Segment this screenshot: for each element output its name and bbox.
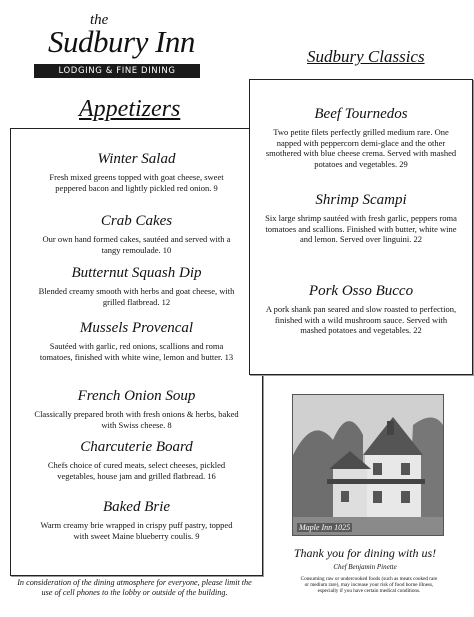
menu-item-title: Crab Cakes bbox=[100, 213, 173, 229]
menu-item-description: Six large shrimp sautéed with fresh garlic, peppers roma tomatoes and scallions. Finished with butter, white wine and lemon. Served over linguini. 22 bbox=[265, 213, 457, 244]
menu-item bbox=[11, 388, 262, 430]
menu-item-title: Charcuterie Board bbox=[80, 439, 193, 455]
appetizers-panel bbox=[10, 128, 263, 576]
menu-item bbox=[250, 283, 472, 336]
logo-tagline: LODGING & FINE DINING bbox=[34, 64, 200, 78]
menu-item-title: Winter Salad bbox=[97, 151, 176, 167]
menu-item-description: Fresh mixed greens topped with goat cheese, sweet peppered bacon and lightly pickled red onion. 9 bbox=[49, 172, 224, 193]
menu-item bbox=[11, 265, 262, 307]
menu-item-description: Two petite filets perfectly grilled medium rare. One napped with peppercorn demi-glace and the other smothered with blue cheese crema. Served with mashed potatoes and vegetables. 29 bbox=[265, 127, 457, 169]
photo-caption: Maple Inn 1025 bbox=[299, 523, 351, 532]
menu-item-title: Pork Osso Bucco bbox=[308, 283, 414, 299]
menu-item-description: A pork shank pan seared and slow roasted to perfection, finished with a wild mushroom sauce. Served with mashed potatoes and vegetables. 22 bbox=[265, 304, 457, 335]
appetizers-heading: Appetizers bbox=[79, 96, 181, 122]
inn-building-illustration bbox=[293, 395, 443, 535]
menu-item-description: Warm creamy brie wrapped in crispy puff pastry, topped with sweet Maine blueberry coulis. 9 bbox=[40, 520, 233, 541]
menu-item-title: Beef Tournedos bbox=[314, 106, 408, 122]
logo-name-text: Sudbury Inn bbox=[48, 24, 195, 59]
menu-item-title: Butternut Squash Dip bbox=[71, 265, 202, 281]
menu-item-description: Our own hand formed cakes, sautéed and served with a tangy remoulade. 10 bbox=[42, 234, 231, 255]
menu-item-description: Sautéed with garlic, red onions, scallions and roma tomatoes, finished with white wine, lemon and butter. 13 bbox=[39, 341, 234, 362]
classics-panel bbox=[249, 79, 473, 375]
inn-logo bbox=[28, 10, 210, 88]
menu-item-title: Mussels Provencal bbox=[79, 320, 194, 336]
menu-item bbox=[250, 192, 472, 245]
menu-item bbox=[250, 106, 472, 169]
inn-photo bbox=[292, 394, 444, 536]
menu-item bbox=[11, 320, 262, 362]
menu-item bbox=[11, 213, 262, 255]
menu-item bbox=[11, 499, 262, 541]
chef-name: Chef Benjamin Pinette bbox=[333, 563, 397, 571]
menu-item-title: Shrimp Scampi bbox=[315, 192, 407, 208]
menu-item-title: Baked Brie bbox=[102, 499, 171, 515]
menu-item bbox=[11, 439, 262, 481]
menu-item-title: French Onion Soup bbox=[77, 388, 196, 404]
classics-heading: Sudbury Classics bbox=[307, 47, 425, 66]
cell-phone-notice: In consideration of the dining atmosphere for everyone, please limit the use of cell phones to the lobby or outside of the building. bbox=[17, 578, 252, 597]
logo-the-text: the bbox=[90, 12, 109, 28]
menu-item-description: Classically prepared broth with fresh onions & herbs, baked with Swiss cheese. 8 bbox=[34, 409, 239, 430]
menu-item-description: Blended creamy smooth with herbs and goat cheese, with grilled flatbread. 12 bbox=[38, 286, 235, 307]
menu-item-description: Chefs choice of cured meats, select cheeses, pickled vegetables, house jam and grilled flatbread. 16 bbox=[47, 460, 226, 481]
menu-item bbox=[11, 151, 262, 193]
thank-you-note: Thank you for dining with us! bbox=[293, 546, 437, 560]
consumption-warning: Consuming raw or undercooked foods (such as meats cooked rare or medium rare), may increase your risk of food borne illness, especially if you have certain medical conditions. bbox=[300, 576, 438, 595]
